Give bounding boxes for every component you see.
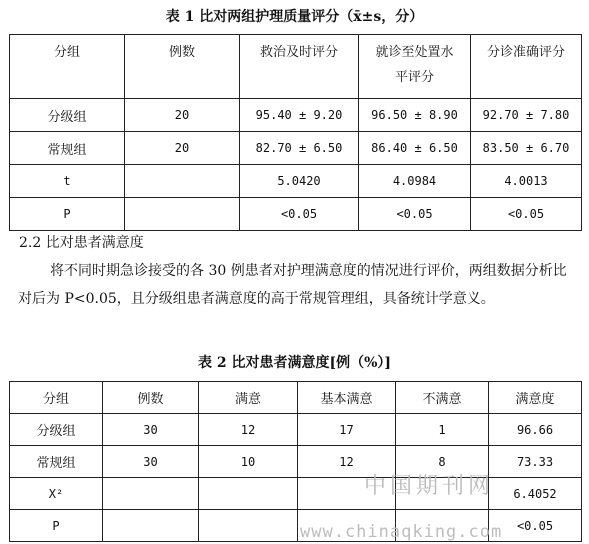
table-cell bbox=[125, 165, 240, 198]
table-cell: 96.66 bbox=[489, 414, 582, 446]
header-cell: 例数 bbox=[125, 35, 240, 99]
table-cell: 常规组 bbox=[10, 446, 103, 478]
table-cell: 82.70 ± 6.50 bbox=[240, 132, 359, 165]
header-cell: 不满意 bbox=[396, 382, 489, 414]
table-cell: 常规组 bbox=[10, 132, 125, 165]
watermark-logo-text: 中国期刊网 bbox=[364, 474, 495, 499]
table-cell: 96.50 ± 8.90 bbox=[359, 99, 471, 132]
table-cell bbox=[103, 478, 199, 510]
table-cell: 8 bbox=[396, 446, 489, 478]
table-cell: <0.05 bbox=[359, 198, 471, 231]
table-cell: P bbox=[10, 510, 103, 542]
table-cell: 6.4052 bbox=[489, 478, 582, 510]
header-cell: 满意 bbox=[199, 382, 298, 414]
table-cell: 5.0420 bbox=[240, 165, 359, 198]
table-row bbox=[10, 132, 582, 165]
quality-score-table bbox=[9, 34, 582, 231]
table-cell bbox=[103, 510, 199, 542]
table-cell: <0.05 bbox=[240, 198, 359, 231]
table-cell bbox=[199, 510, 298, 542]
header-cell: 分诊准确评分 bbox=[471, 35, 582, 99]
header-cell: 救治及时评分 bbox=[240, 35, 359, 99]
table-cell: 1 bbox=[396, 414, 489, 446]
table2-caption: 表 2 比对患者满意度[例（%）] bbox=[197, 355, 392, 371]
header-cell: 例数 bbox=[103, 382, 199, 414]
header-cell bbox=[359, 35, 471, 99]
table-cell: 4.0984 bbox=[359, 165, 471, 198]
table-cell: <0.05 bbox=[471, 198, 582, 231]
table-cell: X² bbox=[10, 478, 103, 510]
table-cell: 30 bbox=[103, 446, 199, 478]
table-row bbox=[10, 198, 582, 231]
table-cell: 83.50 ± 6.70 bbox=[471, 132, 582, 165]
table-header-row bbox=[10, 35, 582, 99]
table-cell: 分级组 bbox=[10, 414, 103, 446]
table-cell: t bbox=[10, 165, 125, 198]
table-header-row bbox=[10, 382, 582, 414]
table-row bbox=[10, 99, 582, 132]
table-cell: 73.33 bbox=[489, 446, 582, 478]
satisfaction-table bbox=[9, 381, 582, 542]
table-cell: 4.0013 bbox=[471, 165, 582, 198]
body-paragraph: 将不同时期急诊接受的各 30 例患者对护理满意度的情况进行评价，两组数据分析比对后为 P<0.05，且分级组患者满意度的高于常规管理组，具备统计学意义。 bbox=[18, 263, 567, 307]
table-row bbox=[10, 446, 582, 478]
watermark-url: www.chinaqking.com bbox=[300, 522, 503, 542]
header-cell: 满意度 bbox=[489, 382, 582, 414]
table-cell: P bbox=[10, 198, 125, 231]
table-row bbox=[10, 414, 582, 446]
table-cell: 95.40 ± 9.20 bbox=[240, 99, 359, 132]
table-cell: 20 bbox=[125, 99, 240, 132]
header-line: 就诊至处置水 bbox=[375, 45, 454, 60]
table-cell: <0.05 bbox=[489, 510, 582, 542]
table-cell: 12 bbox=[199, 414, 298, 446]
header-cell: 基本满意 bbox=[298, 382, 396, 414]
table-cell: 12 bbox=[298, 446, 396, 478]
table-row bbox=[10, 478, 582, 510]
table-cell bbox=[125, 198, 240, 231]
section-heading: 2.2 比对患者满意度 bbox=[19, 235, 144, 251]
table-cell: 86.40 ± 6.50 bbox=[359, 132, 471, 165]
table1-caption: 表 1 比对两组护理质量评分（x̄±s，分） bbox=[165, 9, 424, 25]
table-cell: 20 bbox=[125, 132, 240, 165]
table-cell: 30 bbox=[103, 414, 199, 446]
header-line: 平评分 bbox=[394, 70, 434, 85]
table-cell bbox=[199, 478, 298, 510]
table-cell: 10 bbox=[199, 446, 298, 478]
header-cell: 分组 bbox=[10, 35, 125, 99]
table-cell: 92.70 ± 7.80 bbox=[471, 99, 582, 132]
table-row bbox=[10, 165, 582, 198]
header-cell: 分组 bbox=[10, 382, 103, 414]
table-cell: 分级组 bbox=[10, 99, 125, 132]
table-cell: 17 bbox=[298, 414, 396, 446]
